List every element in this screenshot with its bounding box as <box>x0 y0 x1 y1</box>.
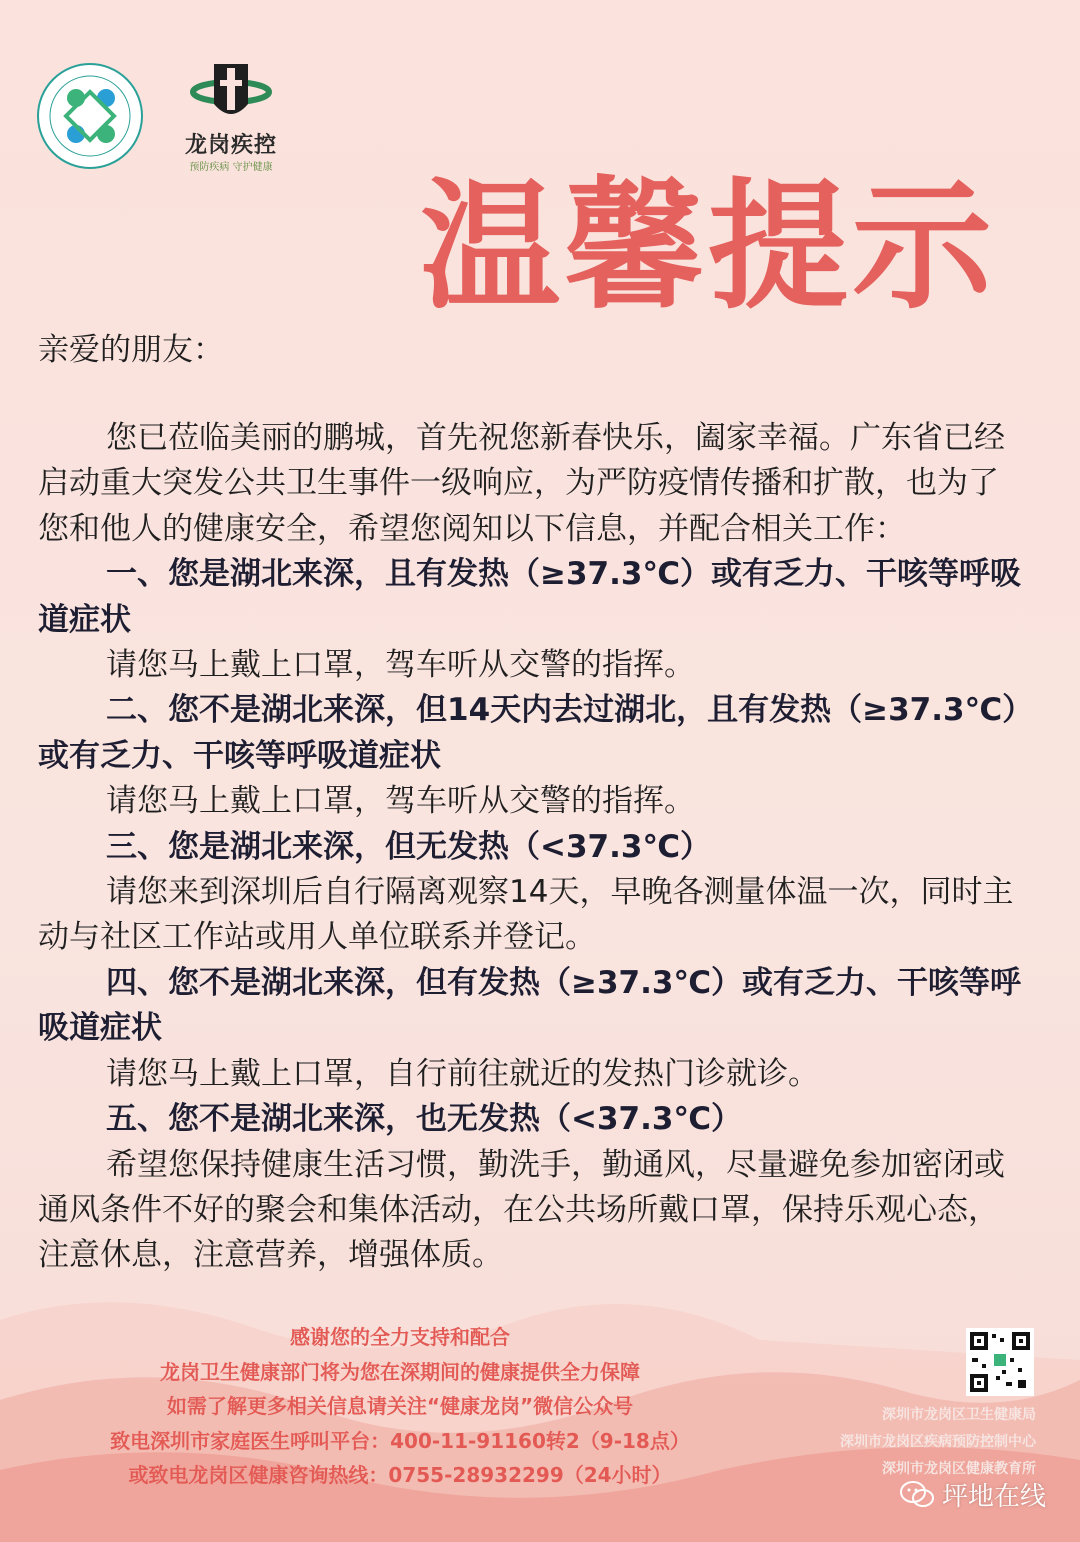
intro-paragraph: 您已莅临美丽的鹏城，首先祝您新春快乐，阖家幸福。广东省已经启动重大突发公共卫生事件一级响应，为严防疫情传播和扩散，也为了您和他人的健康安全，希望您阅知以下信息，并配合相关工作： <box>38 420 1005 547</box>
org-3: 深圳市龙岗区健康教育所 <box>882 1461 1036 1477</box>
item-heading-2: 二、您不是湖北来深，但14天内去过湖北，且有发热（≥37.3℃）或有乏力、干咳等呼吸道症状 <box>38 692 1018 774</box>
item-text-5: 希望您保持健康生活习惯，勤洗手，勤通风，尽量避免参加密闭或通风条件不好的聚会和集体活动，在公共场所戴口罩，保持乐观心态，注意休息，注意营养，增强体质。 <box>38 1146 1005 1274</box>
footer-contact <box>60 1320 740 1493</box>
footer-line-1: 感谢您的全力支持和配合 <box>290 1325 510 1349</box>
cdc-name: 龙岗疾控 <box>184 133 277 158</box>
watermark-text: 坪地在线 <box>941 1482 1046 1512</box>
item-text-4: 请您马上戴上口罩，自行前往就近的发热门诊就诊。 <box>106 1055 819 1092</box>
wechat-watermark <box>900 1476 1046 1513</box>
org-2: 深圳市龙岗区疾病预防控制中心 <box>840 1434 1036 1450</box>
cdc-slogan: 预防疾病 守护健康 <box>189 162 273 173</box>
longgang-cdc-logo <box>176 58 286 178</box>
item-heading-1: 一、您是湖北来深，且有发热（≥37.3℃）或有乏力、干咳等呼吸道症状 <box>38 556 1021 638</box>
org-1: 深圳市龙岗区卫生健康局 <box>882 1407 1036 1423</box>
notice-body <box>38 416 1028 1279</box>
item-heading-4: 四、您不是湖北来深，但有发热（≥37.3℃）或有乏力、干咳等呼吸道症状 <box>38 964 1021 1047</box>
item-text-1: 请您马上戴上口罩，驾车听从交警的指挥。 <box>106 647 695 684</box>
organization-list <box>840 1402 1036 1483</box>
page-title: 温馨提示 <box>420 166 997 329</box>
qr-code <box>966 1328 1034 1396</box>
footer-line-3: 如需了解更多相关信息请关注“健康龙岗”微信公众号 <box>166 1394 634 1418</box>
health-bureau-logo <box>36 62 144 170</box>
footer-line-2: 龙岗卫生健康部门将为您在深期间的健康提供全力保障 <box>160 1359 640 1384</box>
item-text-3: 请您来到深圳后自行隔离观察14天，早晚各测量体温一次，同时主动与社区工作站或用人单位联系并登记。 <box>38 874 1014 956</box>
item-heading-3: 三、您是湖北来深，但无发热（<37.3℃） <box>106 828 711 865</box>
footer-line-4: 致电深圳市家庭医生呼叫平台：400-11-91160转2（9-18点） <box>110 1428 690 1453</box>
item-heading-5: 五、您不是湖北来深，也无发热（<37.3℃） <box>106 1101 742 1138</box>
item-text-2: 请您马上戴上口罩，驾车听从交警的指挥。 <box>106 783 695 820</box>
salutation: 亲爱的朋友： <box>38 332 224 368</box>
wechat-icon <box>900 1481 934 1509</box>
footer-line-5: 或致电龙岗区健康咨询热线：0755-28932299（24小时） <box>128 1463 672 1487</box>
